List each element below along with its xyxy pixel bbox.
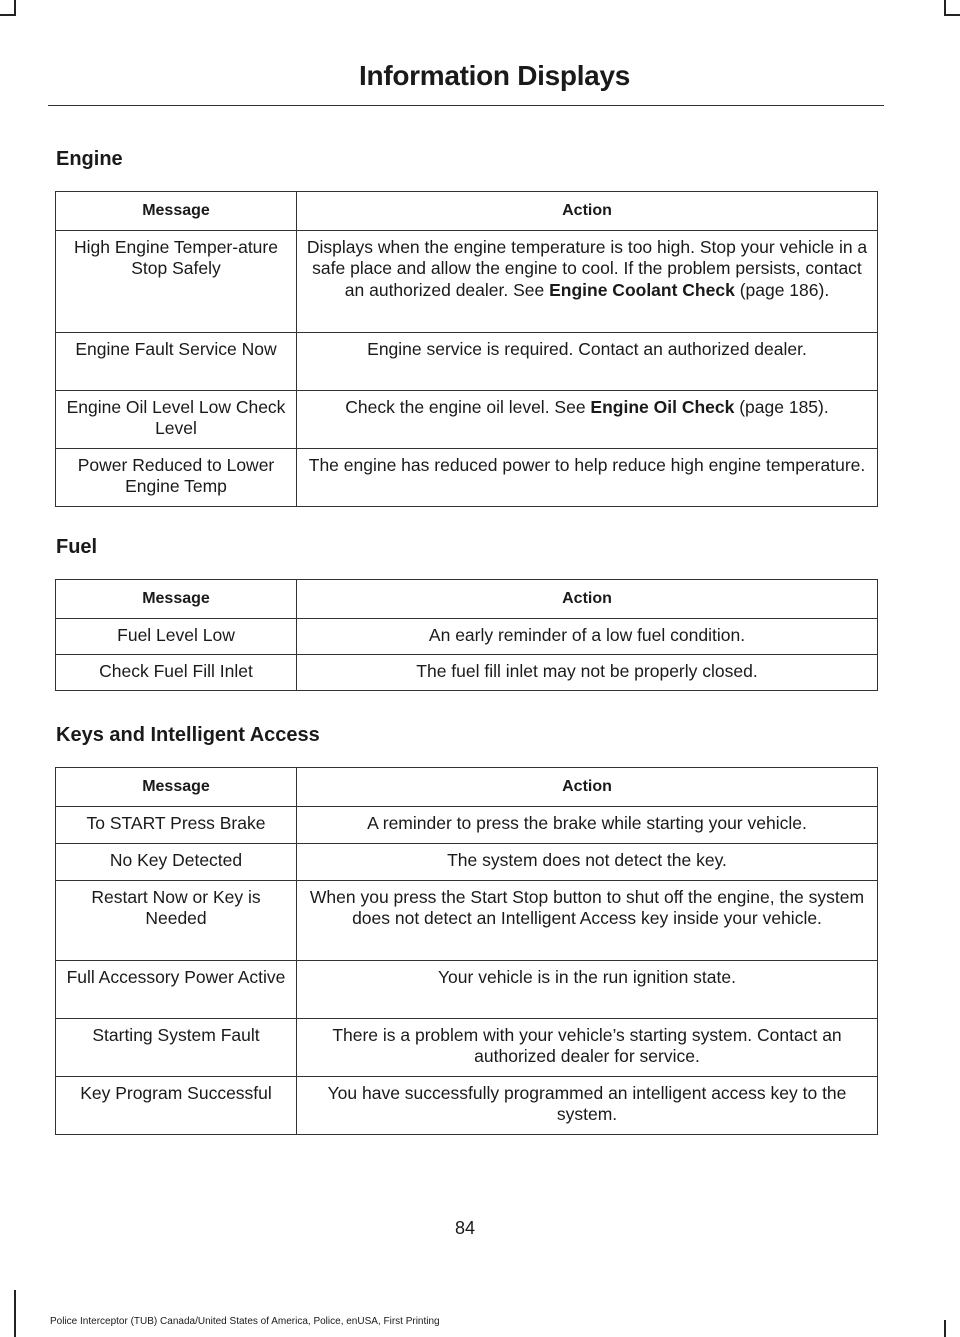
publication-footer: Police Interceptor (TUB) Canada/United States of America, Police, enUSA, First Printing	[50, 1316, 440, 1327]
page-title: Information Displays	[359, 60, 630, 91]
page-number: 84	[454, 1218, 476, 1238]
section-heading-engine: Engine	[56, 148, 123, 170]
page-reference: (page 185).	[734, 396, 829, 417]
action-cell: Engine service is required. Contact an authorized dealer.	[297, 332, 878, 390]
column-header-action: Action	[297, 580, 878, 619]
message-cell: Engine Oil Level Low Check Level	[56, 390, 297, 448]
table-row	[56, 1018, 878, 1076]
action-cell: When you press the Start Stop button to shut off the engine, the system does not detect an Intelligent Access key inside your vehicle.	[297, 880, 878, 960]
section-heading-fuel: Fuel	[56, 536, 98, 558]
column-header-message: Message	[56, 192, 297, 231]
message-cell: Engine Fault Service Now	[56, 332, 297, 390]
action-cell: The engine has reduced power to help reduce high engine temperature.	[297, 448, 878, 506]
action-text: Displays when the engine temperature is too high. Stop your vehicle in a safe place and allow the engine to cool. If the problem persists, contact an authorized dealer. See	[306, 236, 868, 300]
action-cell	[297, 390, 878, 448]
table-header-row	[56, 192, 878, 231]
message-cell: Key Program Successful	[56, 1076, 297, 1134]
table-row	[56, 230, 878, 332]
engine-table	[55, 191, 878, 507]
message-cell: To START Press Brake	[56, 806, 297, 843]
table-header-row	[56, 580, 878, 619]
cross-reference-link[interactable]: Engine Coolant Check	[549, 279, 735, 300]
message-cell: Check Fuel Fill Inlet	[56, 654, 297, 690]
page-reference: (page 186).	[734, 279, 830, 300]
cross-reference-link[interactable]: Engine Oil Check	[590, 396, 735, 417]
crop-mark	[944, 1320, 946, 1337]
column-header-action: Action	[297, 768, 878, 807]
action-cell: There is a problem with your vehicle’s starting system. Contact an authorized dealer for service.	[297, 1018, 878, 1076]
action-cell: The system does not detect the key.	[297, 843, 878, 880]
message-cell: High Engine Temper-ature Stop Safely	[56, 230, 297, 332]
crop-mark	[0, 14, 16, 16]
table-row	[56, 618, 878, 654]
column-header-message: Message	[56, 768, 297, 807]
message-cell: Starting System Fault	[56, 1018, 297, 1076]
action-cell: You have successfully programmed an intelligent access key to the system.	[297, 1076, 878, 1134]
crop-mark	[14, 1290, 16, 1337]
message-cell: Power Reduced to Lower Engine Temp	[56, 448, 297, 506]
action-cell: A reminder to press the brake while starting your vehicle.	[297, 806, 878, 843]
table-row	[56, 806, 878, 843]
action-text: Check the engine oil level. See	[345, 396, 591, 417]
message-cell: No Key Detected	[56, 843, 297, 880]
table-row	[56, 880, 878, 960]
message-cell: Full Accessory Power Active	[56, 960, 297, 1018]
section-heading-keys: Keys and Intelligent Access	[56, 724, 320, 746]
action-cell: An early reminder of a low fuel condition.	[297, 618, 878, 654]
action-cell: The fuel fill inlet may not be properly closed.	[297, 654, 878, 690]
table-header-row	[56, 768, 878, 807]
table-row	[56, 960, 878, 1018]
keys-table	[55, 767, 878, 1135]
column-header-message: Message	[56, 580, 297, 619]
title-rule	[48, 105, 884, 106]
table-row	[56, 448, 878, 506]
table-row	[56, 1076, 878, 1134]
table-row	[56, 332, 878, 390]
table-row	[56, 654, 878, 690]
crop-mark	[944, 14, 960, 16]
fuel-table	[55, 579, 878, 691]
table-row	[56, 390, 878, 448]
message-cell: Restart Now or Key is Needed	[56, 880, 297, 960]
action-cell	[297, 230, 878, 332]
action-cell: Your vehicle is in the run ignition state.	[297, 960, 878, 1018]
table-row	[56, 843, 878, 880]
column-header-action: Action	[297, 192, 878, 231]
message-cell: Fuel Level Low	[56, 618, 297, 654]
